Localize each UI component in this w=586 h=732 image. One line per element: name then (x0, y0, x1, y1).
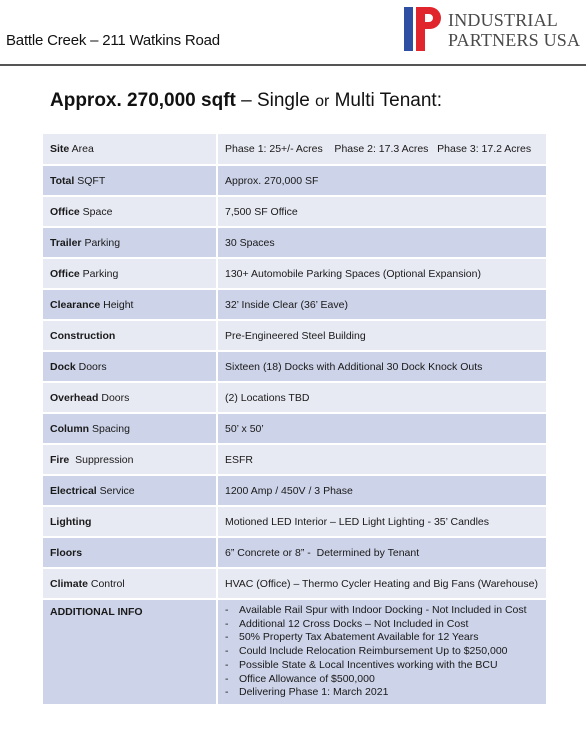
row-value: 130+ Automobile Parking Spaces (Optional Expansion) (217, 258, 546, 289)
table-row (43, 289, 546, 320)
row-label (43, 444, 217, 475)
row-label-bold: Site (50, 143, 70, 155)
row-label-bold: Construction (50, 329, 116, 342)
table-row (43, 196, 546, 227)
table-row (43, 506, 546, 537)
logo-line-1: INDUSTRIAL (448, 10, 558, 30)
table-row (43, 258, 546, 289)
row-label-rest: Spacing (89, 422, 130, 435)
row-label-rest: Doors (98, 391, 130, 404)
headline-or: or (315, 93, 330, 110)
spec-table-body (43, 134, 546, 705)
row-value: 7,500 SF Office (217, 196, 546, 227)
row-label (43, 537, 217, 568)
row-value: HVAC (Office) – Thermo Cycler Heating and Big Fans (Warehouse) (217, 568, 546, 599)
row-value: Pre-Engineered Steel Building (217, 320, 546, 351)
row-label-bold: Trailer (50, 236, 82, 249)
additional-info-label: ADDITIONAL INFO (43, 599, 217, 705)
row-value: (2) Locations TBD (217, 382, 546, 413)
row-value: Sixteen (18) Docks with Additional 30 Dock Knock Outs (217, 351, 546, 382)
row-label (43, 568, 217, 599)
row-label-rest: Control (87, 577, 125, 590)
row-label-bold: Total (50, 174, 75, 187)
row-label-bold: Lighting (50, 515, 92, 528)
row-label (43, 165, 217, 196)
list-item: - Office Allowance of $500,000 (225, 673, 539, 687)
list-item: - Additional 12 Cross Docks – Not Included in Cost (225, 618, 539, 632)
table-row (43, 537, 546, 568)
row-value: 6” Concrete or 8” - Determined by Tenant (217, 537, 546, 568)
list-item: - Could Include Relocation Reimbursement Up to $250,000 (225, 645, 539, 659)
table-row (43, 413, 546, 444)
row-label (43, 382, 217, 413)
table-row (43, 475, 546, 506)
table-row (43, 134, 546, 165)
list-item: - Delivering Phase 1: March 2021 (225, 686, 539, 700)
row-label (43, 227, 217, 258)
table-row (43, 568, 546, 599)
row-label-rest: Suppression (69, 453, 134, 466)
logo-wordmark (448, 10, 580, 50)
row-label (43, 413, 217, 444)
row-value: ESFR (217, 444, 546, 475)
row-label-bold: Dock (50, 360, 76, 373)
spec-table (43, 134, 546, 706)
row-label (43, 134, 217, 165)
headline-rest: Multi Tenant: (329, 90, 442, 111)
row-value: 30 Spaces (217, 227, 546, 258)
row-label (43, 351, 217, 382)
row-label-bold: Floors (50, 546, 83, 559)
row-label-bold: Overhead (50, 391, 99, 404)
headline-size: Approx. 270,000 sqft (50, 90, 236, 111)
headline-dash: – Single (235, 90, 316, 111)
table-row (43, 444, 546, 475)
row-label-rest: Area (69, 143, 94, 155)
additional-info-value (217, 599, 546, 705)
row-value: 50’ x 50’ (217, 413, 546, 444)
row-label-bold: Fire (50, 453, 70, 466)
row-label-bold: Column (50, 422, 90, 435)
row-label (43, 196, 217, 227)
row-label-bold: Climate (50, 577, 88, 590)
headline (50, 90, 442, 112)
list-item: - Available Rail Spur with Indoor Docking - Not Included in Cost (225, 604, 539, 618)
row-label-rest: Parking (81, 236, 121, 249)
row-label-rest: Doors (75, 360, 107, 373)
row-label-bold: Clearance (50, 298, 101, 311)
row-label-rest: Service (96, 484, 135, 497)
list-item: - Possible State & Local Incentives working with the BCU (225, 659, 539, 673)
row-label-bold: Office (50, 267, 80, 280)
table-row (43, 227, 546, 258)
header-divider (0, 64, 586, 66)
page-title: Battle Creek – 211 Watkins Road (6, 32, 220, 49)
company-logo (404, 6, 584, 54)
row-label (43, 475, 217, 506)
row-label-rest: Space (79, 205, 113, 218)
list-item: - 50% Property Tax Abatement Available for 12 Years (225, 631, 539, 645)
additional-info-row (43, 599, 546, 705)
row-label-rest: Height (100, 298, 134, 311)
row-value: 1200 Amp / 450V / 3 Phase (217, 475, 546, 506)
additional-info-list (225, 600, 539, 704)
table-row (43, 320, 546, 351)
table-row (43, 165, 546, 196)
row-label (43, 289, 217, 320)
row-label (43, 258, 217, 289)
row-value: Approx. 270,000 SF (217, 165, 546, 196)
row-label-bold: Electrical (50, 484, 97, 497)
row-value: 32’ Inside Clear (36’ Eave) (217, 289, 546, 320)
logo-line-2: PARTNERS USA (448, 30, 581, 50)
page-header (0, 0, 586, 66)
row-label-rest: SQFT (74, 174, 106, 187)
ip-logo-icon (404, 6, 444, 52)
row-value: Phase 1: 25+/- Acres Phase 2: 17.3 Acres Phase 3: 17.2 Acres (217, 134, 546, 165)
table-row (43, 351, 546, 382)
row-label (43, 320, 217, 351)
row-label (43, 506, 217, 537)
row-value: Motioned LED Interior – LED Light Lighting - 35’ Candles (217, 506, 546, 537)
row-label-rest: Parking (79, 267, 119, 280)
row-label-bold: Office (50, 205, 80, 218)
table-row (43, 382, 546, 413)
